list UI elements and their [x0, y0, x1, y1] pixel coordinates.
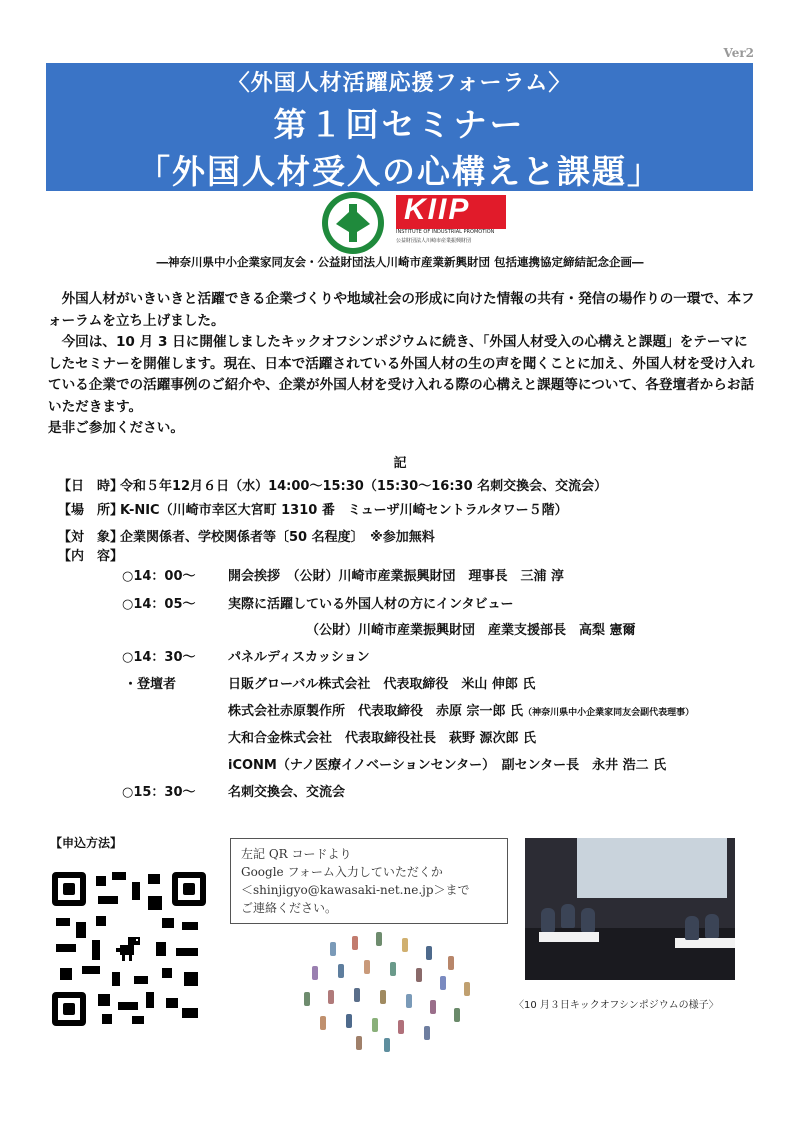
qr-dinosaur-icon [114, 934, 144, 964]
date-row [58, 475, 607, 494]
kiip-logo-sub-en: INSTITUTE OF INDUSTRIAL PROMOTION [396, 229, 495, 235]
date-label: 【日 時】 [58, 479, 124, 494]
intro-text [48, 289, 760, 440]
version-label: Ver2 [723, 46, 754, 60]
apply-line: ご連絡ください。 [241, 901, 338, 915]
speaker: 日販グローバル株式会社 代表取締役 米山 伸郎 氏 [228, 677, 536, 692]
speaker [228, 700, 694, 719]
symposium-photo [525, 838, 735, 980]
apply-email[interactable]: ＜shinjigyo@kawasaki-net.ne.jp＞まで [241, 883, 470, 897]
intro-paragraph: 是非ご参加ください。 [48, 420, 184, 436]
people-illustration [300, 932, 478, 1052]
ki-heading: 記 [393, 456, 407, 471]
program-time: ○14：00～ [122, 569, 196, 584]
kiip-logo-sub-jp: 公益財団法人川崎市産業振興財団 [396, 238, 472, 244]
program-item: 開会挨拶 （公財）川崎市産業振興財団 理事長 三浦 淳 [228, 569, 565, 584]
seminar-theme: 「外国人材受入の心構えと課題」 [137, 152, 662, 191]
speaker: iCONM（ナノ医療イノベーションセンター） 副センター長 永井 浩二 氏 [228, 758, 667, 773]
apply-line: 左記 QR コードより [241, 847, 352, 861]
program-item: 名刺交換会、交流会 [228, 785, 346, 800]
intro-paragraph: 今回は、10 月 3 日に開催しましたキックオフシンポジウムに続き、「外国人材受入の心構えと課題」をテーマにしたセミナーを開催します。現在、日本で活躍されている外国人材の生の声を聞くことに加え、外国人材を受け入れている企業での活躍事例のご紹介や、企業が外国人材を受け入れる際の心構えと課題等について、各登壇者からお話いただきます。 [48, 334, 755, 415]
program-item: 実際に活躍している外国人材の方にインタビュー [228, 597, 514, 612]
target-label: 【対 象】 [58, 530, 124, 545]
forum-title: 〈外国人材活躍応援フォーラム〉 [227, 71, 572, 96]
program-time: ○14：30～ [122, 650, 196, 665]
partner-line: ―神奈川県中小企業家同友会・公益財団法人川崎市産業新興財団 包括連携協定締結記念企画― [156, 255, 644, 269]
target-row [58, 526, 435, 545]
apply-label: 【申込方法】 [50, 836, 123, 850]
speaker-name: 株式会社赤原製作所 代表取締役 赤原 宗一郎 氏 [228, 704, 524, 719]
doyukai-logo [322, 192, 384, 254]
speaker-note: （神奈川県中小企業家同友会副代表理事） [523, 708, 695, 718]
photo-caption: 〈10 月３日キックオフシンポジウムの様子〉 [514, 1000, 719, 1011]
apply-line: Google フォーム入力していただくか [241, 865, 443, 879]
speakers-label: ・登壇者 [124, 677, 177, 692]
program-time: ○14：05～ [122, 597, 196, 612]
date-value: 令和５年12月６日（水）14:00～15:30（15:30～16:30 名刺交換会、交流会） [120, 479, 608, 494]
program-item: パネルディスカッション [228, 650, 370, 665]
apply-instructions [230, 838, 508, 924]
place-row [58, 499, 568, 518]
speaker: 大和合金株式会社 代表取締役社長 萩野 源次郎 氏 [228, 731, 537, 746]
kiip-logo-text: KIIP [404, 193, 471, 226]
program-time: ○15：30～ [122, 785, 196, 800]
kiip-logo [396, 195, 506, 251]
seminar-title: 第１回セミナー [273, 105, 526, 144]
qr-code[interactable] [52, 872, 206, 1026]
title-banner [46, 63, 753, 191]
intro-paragraph: 外国人材がいきいきと活躍できる企業づくりや地域社会の形成に向けた情報の共有・発信の場作りの一環で、本フォーラムを立ち上げました。 [48, 291, 755, 329]
program-item-detail: （公財）川崎市産業振興財団 産業支援部長 高梨 憲爾 [306, 623, 636, 638]
content-row [58, 545, 124, 564]
target-value: 企業関係者、学校関係者等〔50 名程度〕 ※参加無料 [120, 530, 435, 545]
place-value: K-NIC（川崎市幸区大宮町 1310 番 ミューザ川崎セントラルタワー５階） [120, 503, 568, 518]
content-label: 【内 容】 [58, 549, 124, 564]
place-label: 【場 所】 [58, 503, 124, 518]
